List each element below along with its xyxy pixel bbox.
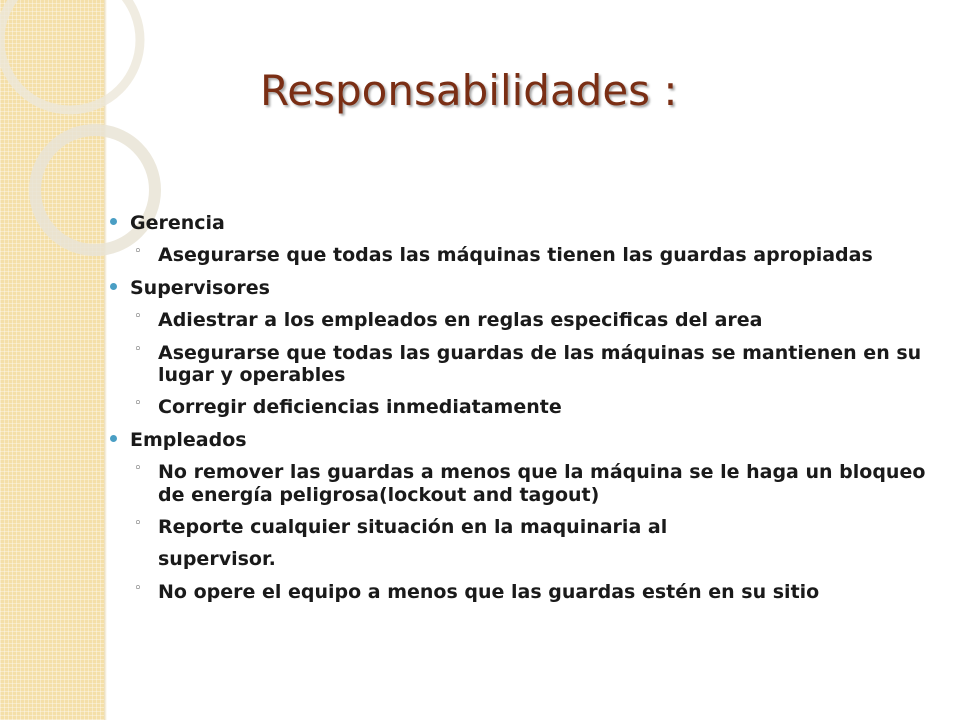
- circle-bullet-icon: ◦: [134, 244, 142, 260]
- sub-item: [110, 461, 950, 506]
- bullet-list: [110, 212, 950, 613]
- list-item-gerencia: [110, 212, 950, 234]
- bullet-icon: [110, 283, 117, 290]
- sub-item-text: No opere el equipo a menos que las guardas estén en su sitio: [158, 580, 820, 603]
- list-item-empleados: [110, 429, 950, 451]
- sub-item: [110, 516, 950, 538]
- list-item-supervisores: [110, 277, 950, 299]
- sub-item-text: Asegurarse que todas las máquinas tienen las guardas apropiadas: [158, 244, 873, 267]
- sub-item-text: supervisor.: [158, 548, 276, 571]
- sub-item: [110, 396, 950, 418]
- sub-item-text: No remover las guardas a menos que la máquina se le haga un bloqueo de energía peligrosa(lockout and tagout): [158, 461, 926, 506]
- sub-item-text: Adiestrar a los empleados en reglas especificas del area: [158, 309, 763, 332]
- bullet-icon: [110, 218, 117, 225]
- sub-item: [110, 309, 950, 331]
- sub-item-text: Reporte cualquier situación en la maquinaria al: [158, 516, 668, 539]
- circle-bullet-icon: ◦: [134, 396, 142, 412]
- sub-item-text: Corregir deficiencias inmediatamente: [158, 396, 562, 419]
- circle-bullet-icon: ◦: [134, 580, 142, 596]
- list-item-label: Gerencia: [130, 212, 225, 234]
- bullet-icon: [110, 435, 117, 442]
- list-item-label: Supervisores: [130, 276, 270, 299]
- circle-bullet-icon: ◦: [134, 309, 142, 325]
- sub-item: [110, 342, 950, 387]
- circle-bullet-icon: ◦: [134, 461, 142, 477]
- sub-item-continuation: [110, 548, 950, 570]
- circle-bullet-icon: ◦: [134, 341, 142, 357]
- sub-item: [110, 581, 950, 603]
- slide-title: Responsabilidades :: [260, 66, 678, 115]
- list-item-label: Empleados: [130, 428, 247, 451]
- circle-bullet-icon: ◦: [134, 516, 142, 532]
- sub-item-text: Asegurarse que todas las guardas de las máquinas se mantienen en su lugar y operables: [158, 341, 922, 387]
- sub-item: [110, 244, 950, 266]
